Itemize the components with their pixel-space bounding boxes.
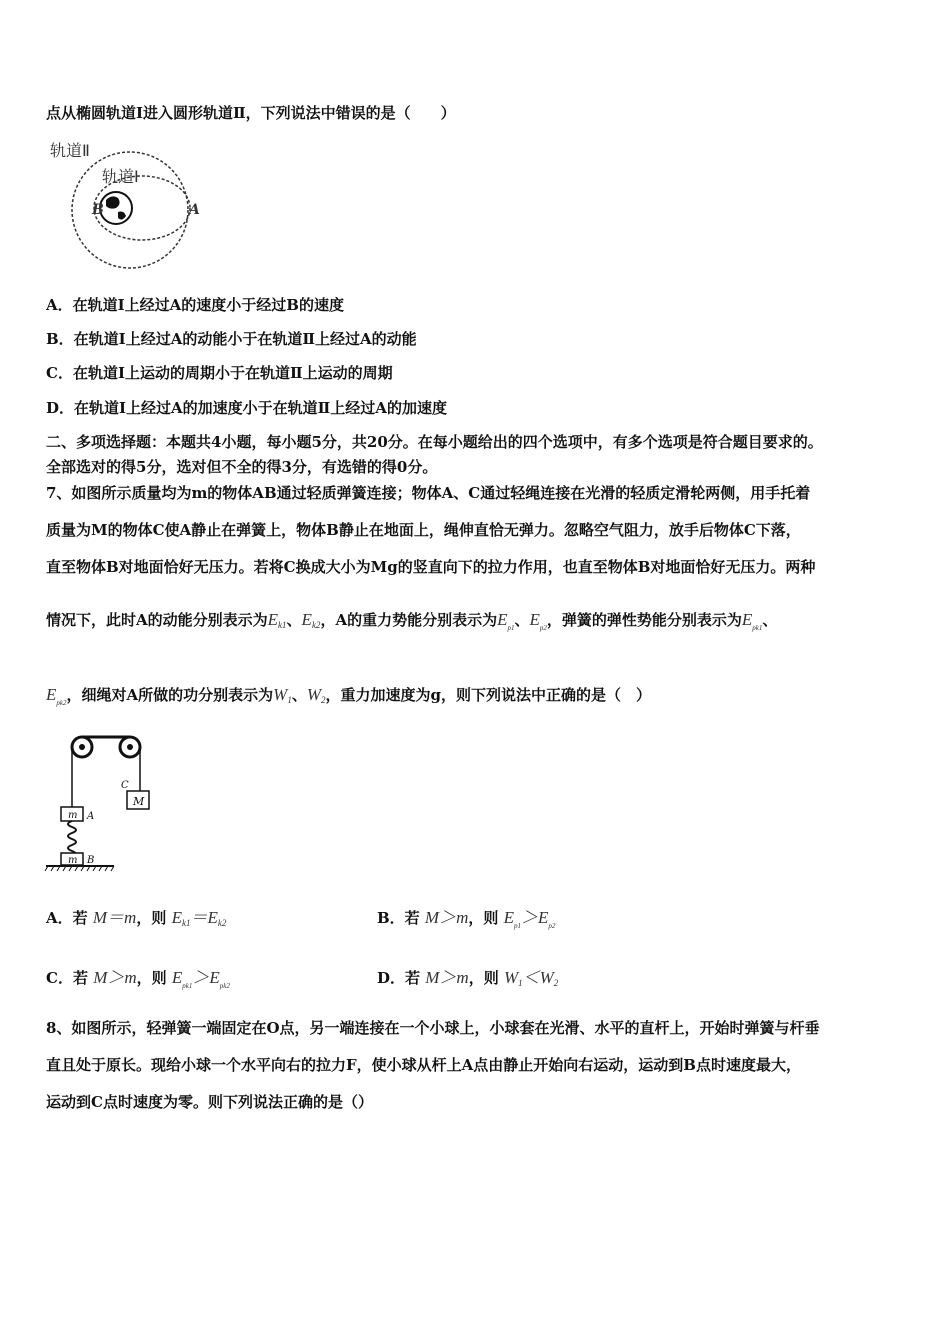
- q7-option-c: C．若 M＞m，则 $E_{pk1}>E_{pk2}$: [46, 968, 230, 990]
- q7-line4: 情况下，此时A的动能分别表示为$E_{k1}$、$E_{k2}$，A的重力势能分别表示为$E_{p1}$、$E_{p2}$，弹簧的弹性势能分别表示为$E_{pk1}$、: [46, 610, 778, 632]
- label-b: B: [87, 855, 95, 866]
- svg-text:M: M: [133, 795, 145, 808]
- point-b-label: B: [92, 202, 104, 218]
- q7-line2: 质量为M的物体C使A静止在弹簧上，物体B静止在地面上，绳伸直恰无弹力。忽略空气阻力，放手后物体C下落，: [46, 521, 801, 539]
- q7-option-b: B．若 M＞m，则 $E_{p1}>E_{p2}$: [377, 908, 556, 930]
- svg-text:m: m: [68, 855, 78, 866]
- spring-icon: [68, 821, 76, 857]
- q7-line3: 直至物体B对地面恰好无压力。若将C换成大小为Mg的竖直向下的拉力作用，也直至物体B对地面恰好无压力。两种: [46, 558, 816, 576]
- orbit-1-label: 轨道Ⅰ: [102, 167, 139, 186]
- q7-option-a: A．若 M＝m，则 $E_{k1}=E_{k2}$: [46, 908, 227, 928]
- q6-option-d: D．在轨道Ⅰ上经过A的加速度小于在轨道Ⅱ上经过A的加速度: [46, 399, 447, 417]
- q6-option-c: C．在轨道Ⅰ上运动的周期小于在轨道Ⅱ上运动的周期: [46, 364, 393, 382]
- orbit-figure: [46, 138, 216, 273]
- pulley-figure: [44, 733, 174, 873]
- svg-text:m: m: [68, 810, 78, 821]
- section2-header-line2: 全部选对的得5分，选对但不全的得3分，有选错的得0分。: [46, 458, 438, 476]
- q6-stem: 点从椭圆轨道Ⅰ进入圆形轨道Ⅱ，下列说法中错误的是（ ）: [46, 104, 456, 122]
- q6-option-a: A．在轨道Ⅰ上经过A的速度小于经过B的速度: [46, 296, 344, 314]
- q7-line1: 7、如图所示质量均为m的物体AB通过轻质弹簧连接；物体A、C通过轻绳连接在光滑的轻质定滑轮两侧，用手托着: [46, 484, 811, 502]
- q8-line1: 8、如图所示，轻弹簧一端固定在O点，另一端连接在一个小球上，小球套在光滑、水平的直杆上，开始时弹簧与杆垂: [46, 1019, 820, 1037]
- q7-option-d: D．若 M＞m，则 $W_1<W_2$: [377, 968, 559, 988]
- q8-line3: 运动到C点时速度为零。则下列说法正确的是（）: [46, 1093, 373, 1111]
- point-a-label: A: [189, 202, 200, 218]
- q6-option-b: B．在轨道Ⅰ上经过A的动能小于在轨道Ⅱ上经过A的动能: [46, 330, 417, 348]
- label-a: A: [87, 811, 95, 822]
- q7-line5: $E_{pk2}$，细绳对A所做的功分别表示为$W_1$、$W_2$，重力加速度为g，则下列说法中正确的是（ ）: [46, 685, 651, 707]
- section2-header-line1: 二、多项选择题：本题共4小题，每小题5分，共20分。在每小题给出的四个选项中，有多个选项是符合题目要求的。: [46, 433, 823, 451]
- label-c: C: [121, 780, 129, 791]
- q8-line2: 直且处于原长。现给小球一个水平向右的拉力F，使小球从杆上A点由静止开始向右运动，运动到B点时速度最大，: [46, 1056, 801, 1074]
- orbit-2-label: 轨道Ⅱ: [50, 141, 90, 160]
